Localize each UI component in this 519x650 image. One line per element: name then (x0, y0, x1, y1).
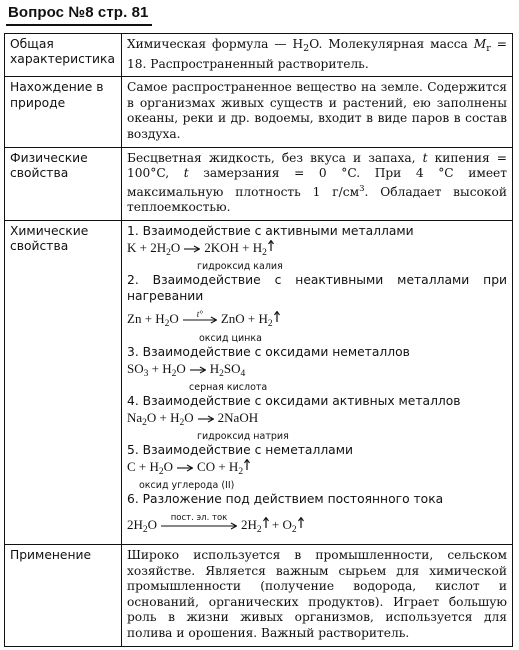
symbol: M (473, 37, 487, 51)
formula-text: C + H (127, 458, 159, 474)
reaction-equation (127, 459, 507, 481)
subscript: 2 (166, 247, 171, 258)
right-arrow-icon (161, 513, 237, 530)
up-arrow-icon (244, 459, 250, 475)
symbol: t (183, 166, 189, 181)
subscript: 2 (238, 466, 244, 477)
product-caption: гидроксид калия (197, 261, 283, 273)
right-arrow-icon (184, 245, 200, 253)
reaction-equation (127, 311, 507, 333)
reaction-title: 5. Взаимодействие с неметаллами (127, 443, 353, 458)
arrow-condition: t° (196, 309, 203, 320)
subscript: r (486, 43, 491, 54)
formula-text: ZnO + H (220, 311, 268, 327)
subscript: 2 (256, 525, 262, 536)
reaction-equation (127, 361, 507, 383)
text-segment: Химическая формула — H (127, 37, 304, 51)
formula-text: + H (148, 360, 172, 376)
formula-text: O (170, 239, 181, 255)
subscript: 2 (219, 368, 224, 379)
table-row (5, 77, 513, 147)
formula-text: 2NaOH (217, 409, 259, 425)
subscript: 2 (262, 247, 267, 258)
formula-text: H (209, 360, 220, 376)
text-segment: = 18. Распространенный растворитель. (127, 37, 507, 71)
arrow-condition: пост. эл. ток (170, 513, 228, 524)
subscript: 2 (142, 417, 147, 428)
reaction-title: 3. Взаимодействие с оксидами неметаллов (127, 344, 410, 359)
page-title: Вопрос №8 стр. 81 (8, 4, 149, 21)
row-content: Широко используется в промышленности, сельском хозяйстве. Является важным сырьем для химической промышленности (получение водорода, кислот и оснований, органических продуктов). Играет большую роль в жизни живых организмов, используется для полива и орошения. Важный растворитель. (122, 544, 513, 646)
up-arrow-icon (274, 311, 280, 327)
table-row (5, 544, 513, 646)
row-content: Самое распространенное вещество на земле. Содержится в организмах живых существ и растений, ею заполнены океаны, реки и др. водоемы, входит в виде паров в состав воздуха. (122, 77, 513, 147)
reaction-equation (127, 410, 507, 432)
right-arrow-icon (190, 366, 206, 374)
text-segment: Бесцветная жидкость, без вкуса и запаха, (127, 150, 423, 165)
subscript: 2 (158, 466, 164, 477)
formula-text: O (176, 360, 186, 376)
reaction-title: 6. Разложение под действием постоянного тока (127, 492, 444, 507)
reaction-title: 4. Взаимодействие с оксидами активных металлов (127, 394, 461, 409)
up-arrow-icon (268, 240, 274, 256)
formula-text: O (147, 517, 158, 533)
row-content (122, 34, 513, 77)
formula-text: 2H (241, 517, 257, 533)
formula-text: Zn + H (127, 311, 165, 327)
row-content (122, 220, 513, 544)
text-segment: замерзания = 0 °C. При 4 °C имеет максимальную плотность 1 г/см (127, 166, 507, 199)
row-label: Химические свойства (5, 220, 122, 544)
table-row (5, 147, 513, 220)
row-content (122, 147, 513, 220)
formula-text: SO (127, 360, 144, 376)
formula-text: + O (268, 517, 292, 533)
text-segment: O. Молекулярная масса (309, 37, 474, 51)
formula-text: CO + H (197, 458, 239, 474)
subscript: 2 (291, 525, 297, 536)
row-label: Физические свойства (5, 147, 122, 220)
product-caption: серная кислота (189, 382, 268, 394)
formula-text: O + H (146, 409, 180, 425)
row-label: Применение (5, 544, 122, 646)
right-arrow-icon (177, 464, 193, 472)
properties-table (4, 33, 513, 647)
product-caption: оксид цинка (199, 332, 262, 344)
text-segment: . Обладает высокой теплоемкостью. (127, 184, 507, 215)
row-label: Нахождение в природе (5, 77, 122, 147)
reaction-title: 2. Взаимодействие с неактивными металлами при нагревании (127, 273, 507, 303)
formula-text: SO (223, 360, 241, 376)
up-arrow-icon (298, 517, 304, 533)
subscript: 4 (240, 368, 246, 379)
reaction-equation (127, 513, 507, 539)
product-caption: оксид углерода (II) (139, 480, 235, 492)
text-segment: кипения = 100°C, (127, 150, 507, 181)
subscript: 2 (164, 319, 170, 330)
right-arrow-icon (183, 309, 217, 324)
subscript: 2 (171, 368, 177, 379)
subscript: 3 (143, 368, 149, 379)
formula-text: O (163, 458, 174, 474)
subscript: 2 (142, 525, 148, 536)
formula-text: K + 2H (127, 239, 167, 255)
symbol: t (422, 150, 428, 165)
title-underline (6, 24, 152, 26)
subscript: 2 (303, 43, 310, 54)
formula-text: O (169, 311, 179, 327)
product-caption: гидроксид натрия (197, 431, 289, 443)
subscript: 2 (179, 417, 185, 428)
table-row (5, 34, 513, 77)
superscript: 3 (359, 183, 365, 194)
formula-text: 2H (127, 517, 143, 533)
reaction-equation (127, 240, 507, 262)
subscript: 2 (267, 319, 273, 330)
right-arrow-icon (198, 415, 214, 423)
formula-text: Na (127, 409, 143, 425)
reaction-title: 1. Взаимодействие с активными металлами (127, 223, 414, 238)
row-label: Общая характеристика (5, 34, 122, 77)
formula-text: O (184, 409, 194, 425)
formula-text: 2KOH + H (204, 239, 263, 255)
table-row (5, 220, 513, 544)
